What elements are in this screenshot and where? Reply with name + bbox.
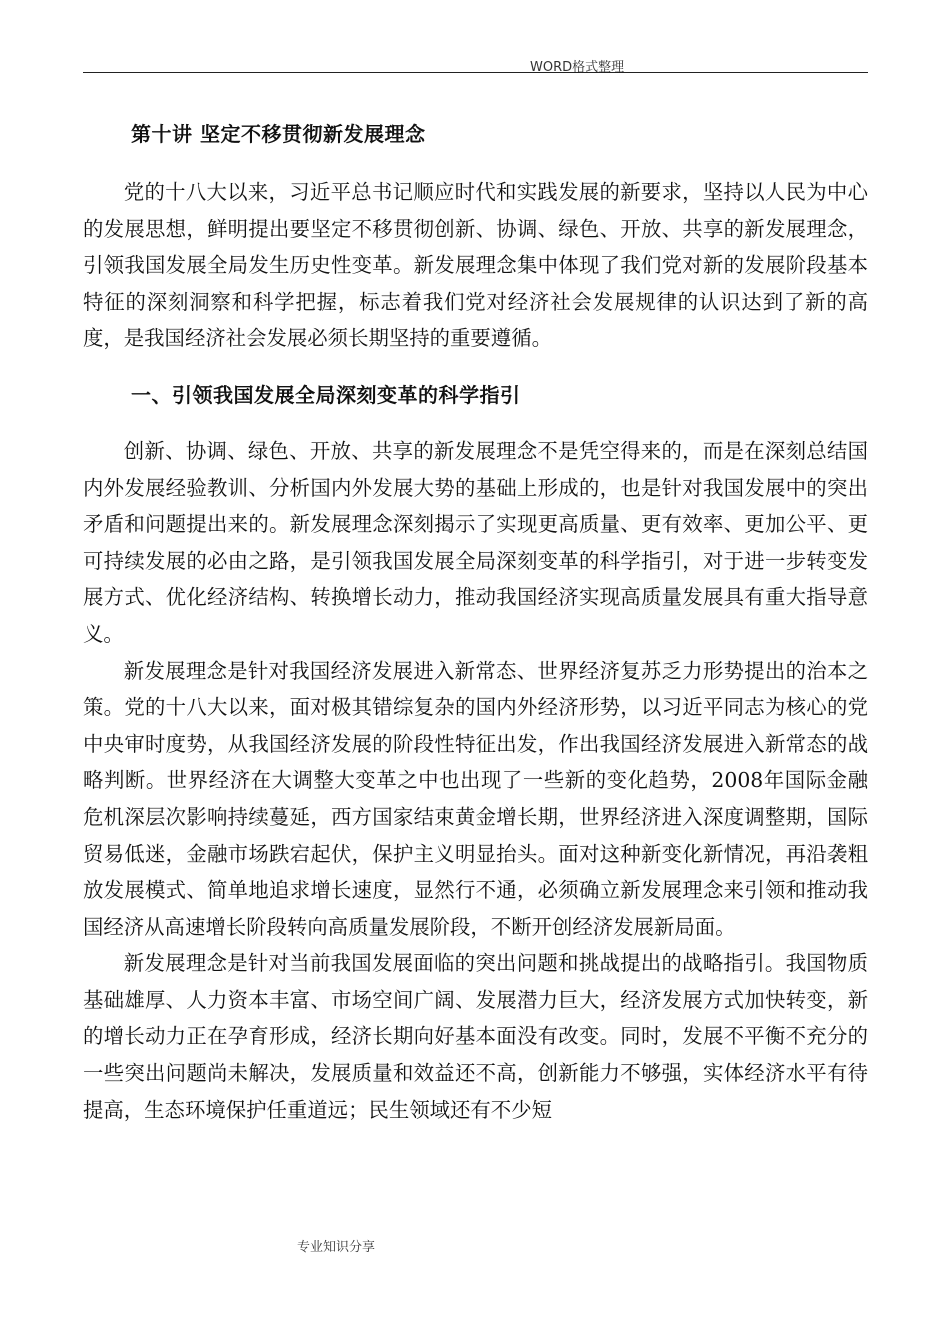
body-paragraph-1: 创新、协调、绿色、开放、共享的新发展理念不是凭空得来的，而是在深刻总结国内外发展经验教训、分析国内外发展大势的基础上形成的，也是针对我国发展中的突出矛盾和问题提出来的。新发展理念深刻揭示了实现更高质量、更有效率、更加公平、更可持续发展的必由之路，是引领我国发展全局深刻变革的科学指引，对于进一步转变发展方式、优化经济结构、转换增长动力，推动我国经济实现高质量发展具有重大指导意义。 xyxy=(83,438,868,646)
page-footer-text: 专业知识分享 xyxy=(297,1240,376,1255)
chapter-title: 第十讲 坚定不移贯彻新发展理念 xyxy=(131,122,426,146)
body-paragraph-3: 新发展理念是针对当前我国发展面临的突出问题和挑战提出的战略指引。我国物质基础雄厚、人力资本丰富、市场空间广阔、发展潜力巨大，经济发展方式加快转变，新的增长动力正在孕育形成，经济长期向好基本面没有改变。同时，发展不平衡不充分的一些突出问题尚未解决，发展质量和效益还不高，创新能力不够强，实体经济水平有待提高，生态环境保护任重道远；民生领域还有不少短 xyxy=(83,951,868,1122)
header-rule xyxy=(83,72,868,73)
section-title: 一、引领我国发展全局深刻变革的科学指引 xyxy=(131,382,521,407)
body-paragraph-2: 新发展理念是针对我国经济发展进入新常态、世界经济复苏乏力形势提出的治本之策。党的十八大以来，面对极其错综复杂的国内外经济形势，以习近平同志为核心的党中央审时度势，从我国经济发展的阶段性特征出发，作出我国经济发展进入新常态的战略判断。世界经济在大调整大变革之中也出现了一些新的变化趋势，2008年国际金融危机深层次影响持续蔓延，西方国家结束黄金增长期，世界经济进入深度调整期，国际贸易低迷，金融市场跌宕起伏，保护主义明显抬头。面对这种新变化新情况，再沿袭粗放发展模式、简单地追求增长速度，显然行不通，必须确立新发展理念来引领和推动我国经济从高速增长阶段转向高质量发展阶段，不断开创经济发展新局面。 xyxy=(83,658,868,939)
page-header-text: WORD格式整理 xyxy=(530,60,625,75)
document-body xyxy=(83,112,868,1128)
intro-paragraph: 党的十八大以来，习近平总书记顺应时代和实践发展的新要求，坚持以人民为中心的发展思想，鲜明提出要坚定不移贯彻创新、协调、绿色、开放、共享的新发展理念，引领我国发展全局发生历史性变革。新发展理念集中体现了我们党对新的发展阶段基本特征的深刻洞察和科学把握，标志着我们党对经济社会发展规律的认识达到了新的高度，是我国经济社会发展必须长期坚持的重要遵循。 xyxy=(83,180,868,351)
